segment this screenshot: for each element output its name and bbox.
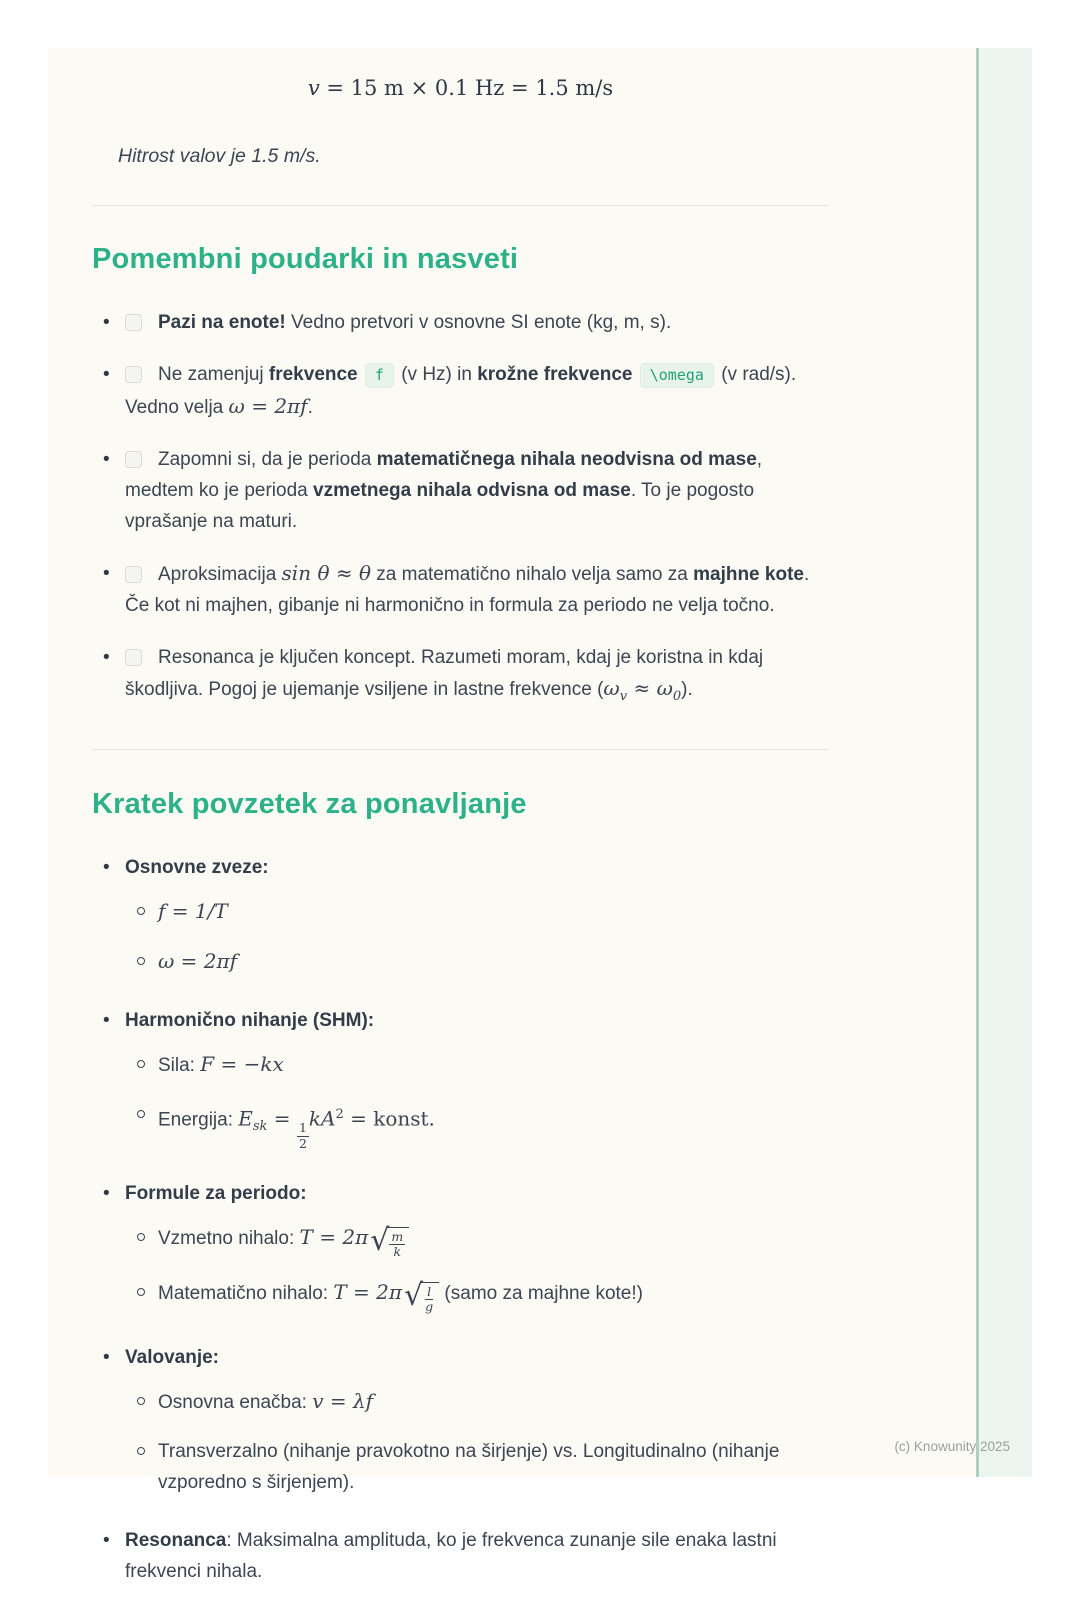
plain-text: Vzmetno nihalo: — [158, 1227, 300, 1249]
list-item-text — [125, 307, 829, 338]
bullet-dot: • — [103, 1009, 110, 1031]
list-item-text — [125, 444, 829, 537]
list-item-text — [125, 1525, 829, 1587]
sub-list-item — [92, 1277, 829, 1314]
inline-math: = — [267, 1106, 297, 1131]
formula-body: = 15 m × 0.1 Hz = 1.5 m/s — [319, 76, 614, 100]
bullet-dot: • — [103, 856, 110, 878]
document-page — [48, 48, 1032, 1582]
hollow-bullet — [137, 1397, 145, 1405]
sub-item-text — [158, 1222, 409, 1259]
radicand — [387, 1227, 409, 1260]
sub-item-text — [158, 1099, 435, 1151]
inline-math: f = 1/T — [158, 898, 228, 923]
inline-math: F = −kx — [200, 1051, 284, 1076]
list-item-text — [125, 642, 829, 712]
list-item-text — [125, 359, 829, 423]
plain-text: Matematično nihalo: — [158, 1283, 334, 1305]
bold-text: matematičnega nihala neodvisna od mase — [376, 449, 757, 470]
hollow-bullet — [137, 907, 145, 915]
inline-math: v = λf — [312, 1388, 374, 1413]
bold-text: vzmetnega nihala odvisna od mase — [313, 480, 631, 501]
fraction-denominator: g — [425, 1299, 434, 1315]
plain-text: , medtem ko je perioda — [125, 449, 763, 501]
math-superscript: 2 — [335, 1106, 344, 1122]
bullet-dot: • — [103, 364, 110, 385]
plain-text: (v Hz) in — [395, 364, 478, 385]
plain-text: Vedno pretvori v osnovne SI enote (kg, m, s). — [285, 312, 672, 333]
sub-item-text — [158, 1049, 284, 1081]
plain-text: : Maksimalna amplituda, ko je frekvenca zunanje sile enaka lastni frekvenci nihala. — [125, 1529, 777, 1582]
inline-math: ω = 2πf — [228, 394, 308, 418]
bold-text: frekvence — [268, 364, 358, 385]
section-title-tips: Pomembni poudarki in nasveti — [92, 243, 519, 275]
summary-group — [92, 1178, 829, 1315]
bold-text: Resonanca — [125, 1529, 227, 1551]
list-item — [92, 307, 829, 338]
plain-text: za matematično nihalo velja samo za — [371, 564, 694, 585]
group-title-row — [92, 1525, 829, 1587]
divider — [92, 205, 829, 206]
divider — [92, 749, 829, 750]
italic-note: Hitrost valov je 1.5 m/s. — [118, 145, 321, 167]
radicand — [421, 1282, 439, 1315]
fraction-numerator: m — [391, 1228, 404, 1244]
fraction-numerator: 1 — [298, 1120, 307, 1136]
tips-list — [92, 307, 829, 712]
checkbox-unchecked[interactable] — [125, 366, 142, 383]
sub-list-item — [92, 946, 829, 978]
inline-math: ≈ — [627, 676, 657, 700]
plain-text: Aproksimacija — [158, 564, 282, 585]
list-item — [92, 444, 829, 537]
bullet-dot: • — [103, 1346, 110, 1368]
plain-text: Sila: — [158, 1054, 201, 1076]
inline-math: E — [238, 1106, 253, 1131]
plain-text: . To je pogosto vprašanje na maturi. — [125, 480, 755, 532]
plain-text: . — [307, 397, 313, 418]
group-title-row — [92, 1005, 829, 1036]
sub-list-item — [92, 896, 829, 928]
square-root — [370, 1222, 409, 1260]
fraction-denominator: k — [393, 1243, 402, 1259]
checkbox-unchecked[interactable] — [125, 566, 142, 583]
sub-item-text: Transverzalno (nihanje pravokotno na širjenje) vs. Longitudinalno (nihanje vzporedno s širjenjem). — [158, 1440, 780, 1493]
inline-math: = konst. — [343, 1106, 435, 1131]
plain-text: (v rad/s). Vedno velja — [125, 364, 797, 418]
inline-math: T = 2π — [333, 1280, 403, 1305]
summary-group — [92, 1342, 829, 1498]
inline-math: ω — [656, 676, 673, 700]
formula-variable: v — [307, 76, 320, 100]
fraction-numerator: l — [427, 1283, 432, 1299]
plain-text: Energija: — [158, 1109, 239, 1131]
plain-text: Zapomni si, da je perioda — [158, 449, 377, 470]
sub-item-text — [158, 1386, 373, 1418]
hollow-bullet — [137, 1447, 145, 1455]
inline-math: kA — [308, 1106, 336, 1131]
sub-item-text — [158, 946, 237, 978]
group-title-row — [92, 1178, 829, 1209]
inline-math: T = 2π — [299, 1224, 369, 1249]
group-title: Formule za periodo: — [125, 1182, 307, 1204]
right-accent-bar — [976, 48, 1032, 1477]
sub-list-item — [92, 1436, 829, 1498]
list-item-text — [125, 558, 829, 621]
bold-text: Pazi na enote! — [158, 312, 286, 333]
summary-group — [92, 1005, 829, 1151]
radical-sign: √ — [370, 1222, 390, 1258]
inline-math: sin θ ≈ θ — [281, 561, 371, 585]
hollow-bullet — [137, 1060, 145, 1068]
bullet-dot: • — [103, 563, 110, 584]
content-column — [92, 48, 829, 1614]
bullet-dot: • — [103, 449, 110, 470]
copyright-watermark: (c) Knowunity 2025 — [894, 1439, 1010, 1454]
bold-text: majhne kote — [693, 564, 804, 585]
inline-code-chip: \omega — [640, 363, 714, 388]
display-formula — [92, 48, 829, 101]
fraction-denominator: 2 — [298, 1135, 307, 1151]
group-title-row — [92, 1342, 829, 1373]
plain-text: . Če kot ni majhen, gibanje ni harmonično in formula za periodo ne velja točno. — [125, 564, 810, 616]
plain-text: (samo za majhne kote!) — [439, 1283, 643, 1305]
checkbox-unchecked[interactable] — [125, 649, 142, 666]
plain-text: Osnovna enačba: — [158, 1391, 313, 1413]
group-title-row — [92, 852, 829, 883]
fraction — [423, 1285, 435, 1315]
hollow-bullet — [137, 1110, 145, 1118]
math-subscript: sk — [252, 1118, 268, 1134]
checkbox-unchecked[interactable] — [125, 451, 142, 468]
sub-list-item — [92, 1099, 829, 1151]
bullet-dot: • — [103, 1182, 110, 1204]
sub-list-item — [92, 1049, 829, 1081]
square-root — [404, 1278, 439, 1315]
inline-math: ω — [603, 676, 620, 700]
group-title: Harmonično nihanje (SHM): — [125, 1009, 375, 1031]
bold-text: krožne frekvence — [477, 364, 633, 385]
math-subscript: v — [619, 688, 628, 704]
list-item — [92, 642, 829, 712]
fraction — [297, 1121, 309, 1151]
bullet-dot: • — [103, 1529, 110, 1551]
sub-list-item — [92, 1222, 829, 1259]
sub-item-text — [158, 1277, 643, 1314]
hollow-bullet — [137, 1233, 145, 1241]
sub-item-text — [158, 896, 228, 928]
summary-group — [92, 1525, 829, 1587]
inline-math: ω = 2πf — [158, 948, 238, 973]
list-item — [92, 558, 829, 621]
plain-text: Ne zamenjuj — [158, 364, 269, 385]
summary-group — [92, 852, 829, 978]
radical-sign: √ — [404, 1278, 424, 1314]
plain-text: ). — [681, 679, 693, 700]
bullet-dot: • — [103, 647, 110, 668]
list-item — [92, 359, 829, 423]
inline-code-chip: f — [365, 363, 394, 388]
group-title: Osnovne zveze: — [125, 856, 269, 878]
group-title: Valovanje: — [125, 1346, 219, 1368]
checkbox-unchecked[interactable] — [125, 314, 142, 331]
sub-list-item — [92, 1386, 829, 1418]
fraction — [389, 1230, 405, 1260]
section-title-summary: Kratek povzetek za ponavljanje — [92, 787, 527, 820]
hollow-bullet — [137, 1288, 145, 1296]
plain-text: Resonanca je ključen koncept. Razumeti moram, kdaj je koristna in kdaj škodljiva. Pogoj je ujemanje vsiljene in lastne frekvence ( — [125, 647, 764, 700]
bullet-dot: • — [103, 312, 110, 333]
math-subscript: 0 — [672, 688, 682, 704]
hollow-bullet — [137, 957, 145, 965]
summary-list — [92, 852, 829, 1587]
